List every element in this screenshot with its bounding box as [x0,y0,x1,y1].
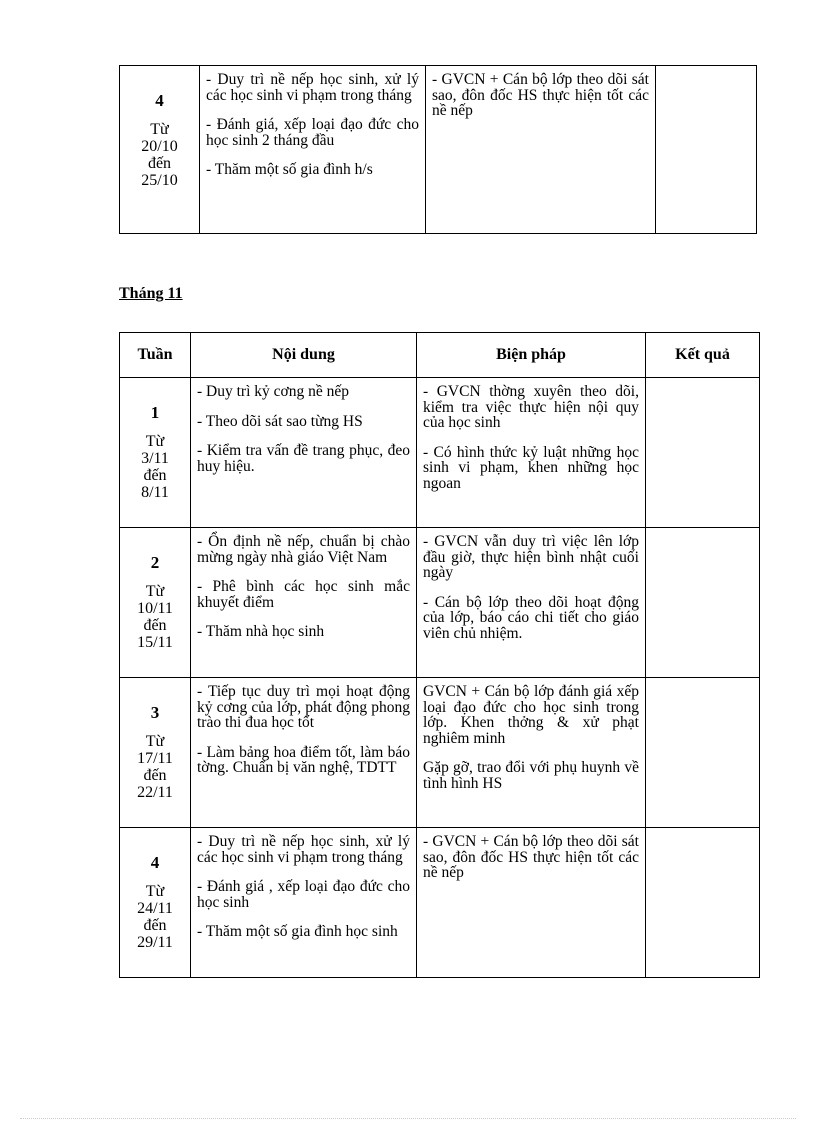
week-date-line: đến [143,467,167,484]
week-number: 2 [150,553,160,572]
week-date-line: 8/11 [141,484,169,501]
measure-item: GVCN + Cán bộ lớp đánh giá xếp loại đạo đức cho học sinh trong lớp. Khen thởng & xử phạt nghiêm minh [423,683,639,747]
page-bottom-dotted-line [20,1118,796,1119]
month-plan-table-body [120,378,760,978]
week-date-line: Từ [145,883,165,900]
previous-month-table-body [120,66,757,234]
content-item: - Thăm một số gia đình học sinh [197,923,398,940]
result-cell [646,828,760,978]
content-cell [191,528,417,678]
week-date-line: 20/10 [141,138,178,155]
content-cell [191,378,417,528]
measures-cell [426,66,656,234]
content-item: - Theo dõi sát sao từng HS [197,412,363,430]
week-date-line: 24/11 [137,900,173,917]
content-cell [191,678,417,828]
measure-item: - GVCN thờng xuyên theo dõi, kiểm tra việc thực hiện nội quy của học sinh [423,383,639,431]
result-cell [646,528,760,678]
week-date-line: Từ [145,433,165,450]
week-date-line: 17/11 [137,750,173,767]
measures-cell [417,378,646,528]
content-item: - Ổn định nề nếp, chuẩn bị chào mừng ngày nhà giáo Việt Nam [197,533,410,566]
month-plan-table [119,332,760,978]
measures-cell [417,528,646,678]
result-cell [646,378,760,528]
week-date-line: Từ [145,583,165,600]
header-content: Nội dung [191,333,417,378]
content-item: - Tiếp tục duy trì mọi hoạt động kỷ cơng của lớp, phát động phong trào thi đua học tốt [197,683,410,731]
week-date-line: 25/10 [141,172,178,189]
measures-cell [417,678,646,828]
content-item: - Duy trì nề nếp học sinh, xử lý các học sinh vi phạm trong tháng [197,833,410,866]
measure-item: - GVCN + Cán bộ lớp theo dõi sát sao, đôn đốc HS thực hiện tốt các nề nếp [432,71,649,119]
week-number: 4 [150,853,160,872]
content-item: - Thăm nhà học sinh [197,623,325,640]
measure-item: - Có hình thức kỷ luật những học sinh vi phạm, khen những học ngoan [423,443,639,492]
measure-item: - GVCN vẫn duy trì việc lên lớp đầu giờ, thực hiện bình nhật cuối ngày [423,533,639,581]
measures-cell [417,828,646,978]
week-date-line: 29/11 [137,934,173,951]
previous-month-table [119,65,757,234]
header-measures: Biện pháp [417,333,646,378]
measure-item: Gặp gỡ, trao đổi với phụ huynh về tình hình HS [423,759,639,792]
week-cell [120,528,191,678]
week-date-line: 10/11 [137,600,173,617]
week-cell [120,66,200,234]
week-date-line: đến [143,917,167,934]
week-date-line: đến [143,767,167,784]
content-item: - Thăm một số gia đình h/s [206,161,373,178]
table-header-row [120,333,760,378]
content-item: - Làm bảng hoa điểm tốt, làm báo tờng. Chuẩn bị văn nghệ, TDTT [197,743,410,776]
header-result: Kết quả [646,333,760,378]
content-item: - Phê bình các học sinh mắc khuyết điểm [197,578,410,611]
week-date-line: đến [147,155,172,172]
week-date-line: Từ [150,121,169,138]
week-cell [120,828,191,978]
table-row [120,66,757,234]
content-item: - Kiểm tra vấn đề trang phục, đeo huy hiệu. [197,442,410,475]
week-number: 3 [150,703,160,722]
week-date-line: 3/11 [141,450,169,467]
table-row [120,378,760,528]
week-date-line: 22/11 [137,784,173,801]
content-item: - Đánh giá, xếp loại đạo đức cho học sinh 2 tháng đầu [206,116,419,149]
month-title: Tháng 11 [119,285,183,302]
content-item: - Đánh giá , xếp loại đạo đức cho học sinh [197,878,410,911]
measure-item: - Cán bộ lớp theo dõi hoạt động của lớp, báo cáo chi tiết cho giáo viên chủ nhiệm. [423,593,639,642]
measure-item: - GVCN + Cán bộ lớp theo dõi sát sao, đôn đốc HS thực hiện tốt các nề nếp [423,833,639,881]
table-row [120,528,760,678]
week-number: 1 [150,403,160,422]
week-date-line: Từ [145,733,165,750]
week-cell [120,378,191,528]
week-date-line: đến [143,617,167,634]
table-row [120,678,760,828]
week-date-line: 15/11 [137,634,173,651]
result-cell [646,678,760,828]
week-number: 4 [155,91,164,110]
content-cell [191,828,417,978]
header-week: Tuần [120,333,191,378]
content-item: - Duy trì kỷ cơng nề nếp [197,383,349,400]
table-row [120,828,760,978]
week-cell [120,678,191,828]
content-item: - Duy trì nề nếp học sinh, xử lý các học sinh vi phạm trong tháng [206,71,419,104]
result-cell [656,66,757,234]
content-cell [200,66,426,234]
